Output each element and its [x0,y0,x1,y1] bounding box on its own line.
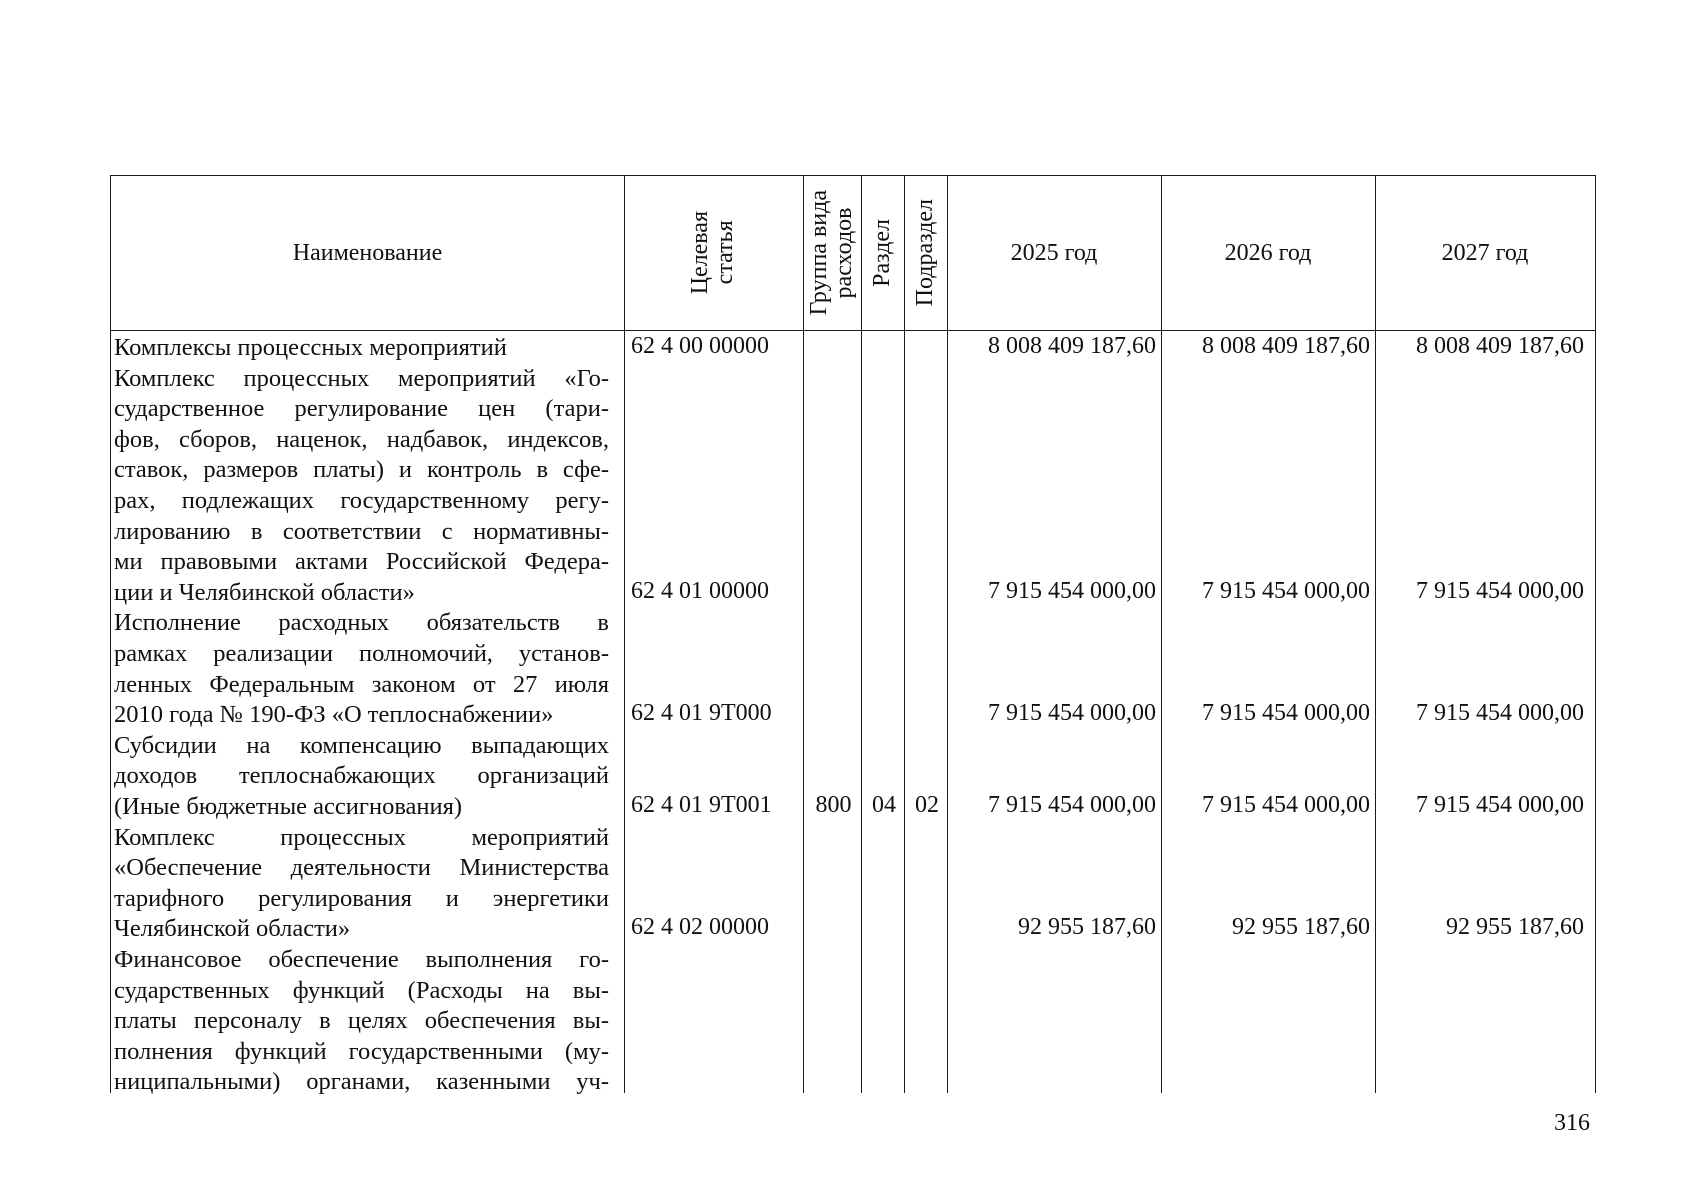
header-subsection-label: Подраздел [911,199,938,307]
name-line: рамках реализации полномочий, установ- [114,640,609,667]
name-line: сударственных функций (Расходы на вы- [114,976,609,1004]
name-line: Исполнение расходных обязательств в [114,609,609,637]
header-target-article [624,176,803,330]
row-target-article: 62 4 01 00000 [631,577,769,604]
name-line: ленных Федеральным законом от 27 июля [114,670,609,698]
name-line: ниципальными) органами, казенными уч- [114,1068,609,1096]
row-expense-group: 800 [815,792,852,818]
name-line: ставок, размеров платы) и контроль в сфе- [114,456,609,484]
row-amount-2026: 7 915 454 000,00 [1202,700,1370,727]
header-expense-group [803,176,861,330]
name-line: полнения функций государственными (му- [114,1037,609,1065]
row-target-article: 62 4 02 00000 [631,914,769,941]
name-line: рах, подлежащих государственному регу- [114,487,609,514]
row-amount-2027: 92 955 187,60 [1446,914,1584,941]
row-amount-2027: 7 915 454 000,00 [1416,792,1584,818]
row-amount-2026: 7 915 454 000,00 [1202,792,1370,818]
row-amount-2026: 8 008 409 187,60 [1202,333,1370,359]
row-amount-2025: 7 915 454 000,00 [988,700,1156,727]
name-line: доходов теплоснабжающих организаций [114,762,609,790]
name-line: Комплекс процессных мероприятий «Го- [114,364,609,392]
name-line: сударственное регулирование цен (тари- [114,395,609,423]
name-line: Челябинской области» [114,915,351,943]
budget-table [110,175,1596,1096]
header-section-label: Раздел [868,219,895,287]
header-2025: 2025 год [1010,239,1098,266]
name-line: платы персоналу в целях обеспечения вы- [114,1007,609,1035]
header-2027: 2027 год [1441,239,1529,266]
name-line: ции и Челябинской области» [114,578,415,606]
name-line: «Обеспечение деятельности Министерства [114,854,609,882]
row-subsection: 02 [915,792,939,818]
row-amount-2027: 7 915 454 000,00 [1416,577,1584,604]
name-line: лированию в соответствии с нормативны- [114,517,609,545]
name-line: фов, сборов, наценок, надбавок, индексов, [114,425,609,453]
row-amount-2025: 7 915 454 000,00 [988,577,1156,604]
name-line: 2010 года № 190-ФЗ «О теплоснабжении» [114,701,554,729]
name-line: Субсидии на компенсацию выпадающих [114,731,609,759]
row-amount-2027: 7 915 454 000,00 [1416,700,1584,727]
header-name: Наименование [292,239,443,266]
row-amount-2025: 8 008 409 187,60 [988,333,1156,359]
row-section: 04 [872,792,896,818]
header-target-article-label: Целевая статья [687,211,739,295]
name-line: Комплексы процессных мероприятий [114,334,507,361]
row-amount-2026: 92 955 187,60 [1232,914,1370,941]
name-line: ми правовыми актами Российской Федера- [114,548,609,576]
name-line: Комплекс процессных мероприятий [114,823,609,851]
row-amount-2027: 8 008 409 187,60 [1416,333,1584,359]
header-divider [111,330,1595,331]
header-section [861,176,904,330]
header-2026: 2026 год [1224,239,1312,266]
header-subsection [904,176,947,330]
row-target-article: 62 4 01 9Т000 [631,700,772,727]
row-target-article: 62 4 01 9Т001 [631,792,772,818]
name-line: тарифного регулирования и энергетики [114,884,609,912]
row-amount-2025: 92 955 187,60 [1018,914,1156,941]
page-number: 316 [1554,1110,1590,1136]
row-amount-2025: 7 915 454 000,00 [988,792,1156,818]
header-expense-group-label: Группа вида расходов [805,190,857,316]
name-line: Финансовое обеспечение выполнения го- [114,946,609,973]
row-amount-2026: 7 915 454 000,00 [1202,577,1370,604]
name-line: (Иные бюджетные ассигнования) [114,793,463,820]
row-target-article: 62 4 00 00000 [631,333,769,359]
